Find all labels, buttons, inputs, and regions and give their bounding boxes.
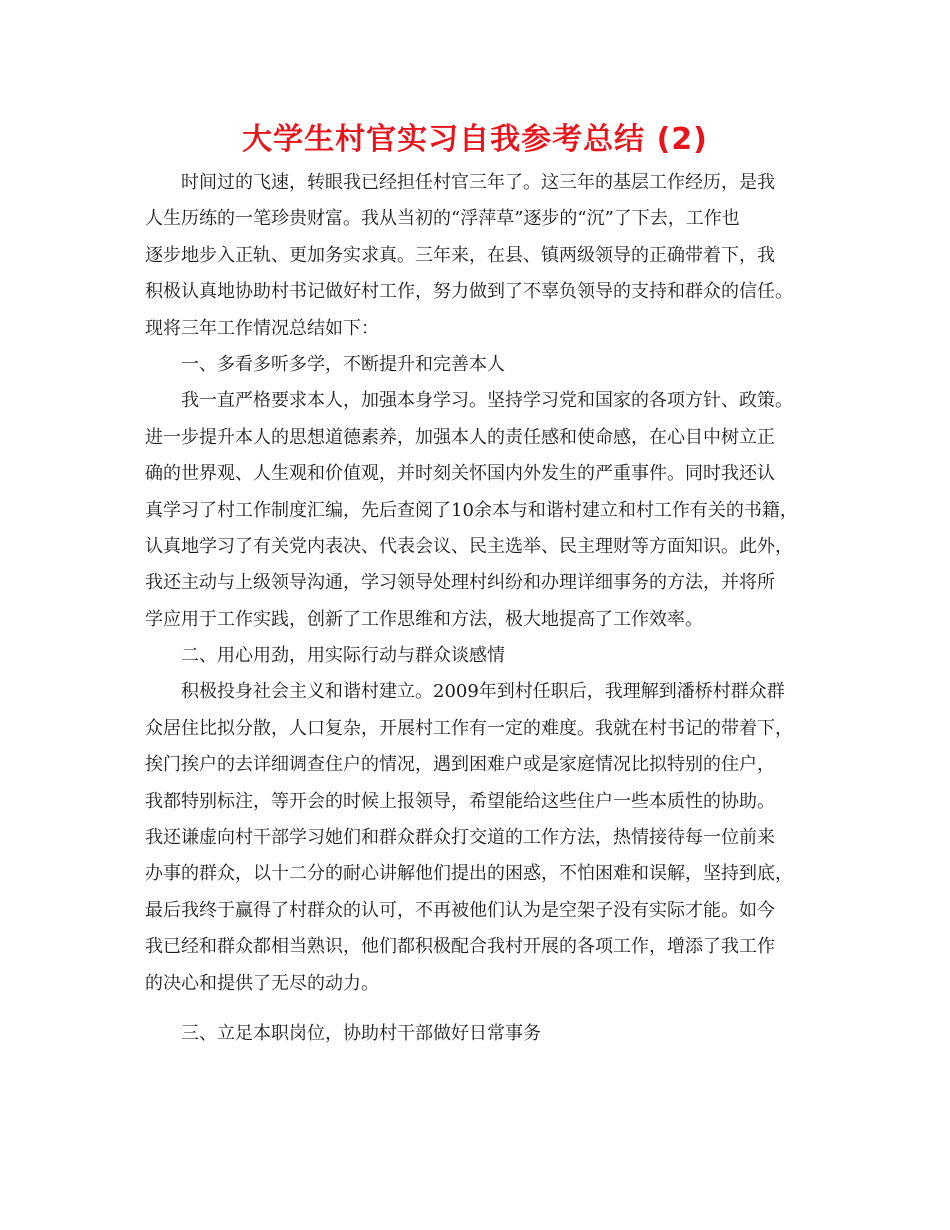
body-line: 现将三年工作情况总结如下： — [145, 317, 379, 339]
body-line: 逐步地步入正轨、更加务实求真。三年来，在县、镇两级领导的正确带着下，我 — [145, 244, 775, 266]
body-line: 学应用于工作实践，创新了工作思维和方法，极大地提高了工作效率。 — [145, 608, 703, 630]
section-heading-1: 一、多看多听多学，不断提升和完善本人 — [181, 353, 505, 375]
body-line: 确的世界观、人生观和价值观，并时刻关怀国内外发生的严重事件。同时我还认 — [145, 463, 775, 485]
body-line: 积极投身社会主义和谐村建立。2009年到村任职后，我理解到潘桥村群众群 — [181, 681, 785, 703]
body-line: 我一直严格要求本人，加强本身学习。坚持学习党和国家的各项方针、政策。 — [181, 390, 793, 412]
body-line: 我已经和群众都相当熟识，他们都积极配合我村开展的各项工作，增添了我工作 — [145, 936, 775, 958]
body-line: 时间过的飞速，转眼我已经担任村官三年了。这三年的基层工作经历，是我 — [181, 172, 775, 193]
body-line: 进一步提升本人的思想道德素养，加强本人的责任感和使命感，在心目中树立正 — [145, 426, 775, 448]
body-line: 众居住比拟分散，人口复杂，开展村工作有一定的难度。我就在村书记的带着下， — [145, 717, 793, 739]
paragraph-gap — [145, 1002, 810, 1016]
section-heading-2: 二、用心用劲，用实际行动与群众谈感情 — [181, 645, 505, 667]
body-line: 我都特别标注，等开会的时候上报领导，希望能给这些住户一些本质性的协助。 — [145, 790, 775, 812]
body-line: 的决心和提供了无尽的动力。 — [145, 972, 379, 994]
body-line: 最后我终于赢得了村群众的认可，不再被他们认为是空架子没有实际才能。如今 — [145, 899, 775, 921]
body-line: 认真地学习了有关党内表决、代表会议、民主选举、民主理财等方面知识。此外， — [145, 535, 793, 557]
body-line: 我还主动与上级领导沟通，学习领导处理村纠纷和办理详细事务的方法，并将所 — [145, 572, 775, 594]
body-line: 办事的群众，以十二分的耐心讲解他们提出的困惑，不怕困难和误解，坚持到底， — [145, 863, 793, 885]
body-line: 我还谦虚向村干部学习她们和群众群众打交道的工作方法，热情接待每一位前来 — [145, 827, 775, 849]
body-line: 人生历练的一笔珍贵财富。我从当初的“浮萍草”逐步的“沉”了下去，工作也 — [145, 208, 740, 230]
document-title: 大学生村官实习自我参考总结 (2) — [242, 122, 708, 157]
section-heading-3: 三、立足本职岗位，协助村干部做好日常事务 — [181, 1022, 541, 1044]
body-line: 挨门挨户的去详细调查住户的情况，遇到困难户或是家庭情况比拟特别的住户， — [145, 754, 775, 776]
document-body — [145, 165, 810, 1052]
body-line: 真学习了村工作制度汇编，先后查阅了10余本与和谐村建立和村工作有关的书籍， — [145, 499, 798, 521]
body-line: 积极认真地协助村书记做好村工作，努力做到了不辜负领导的支持和群众的信任。 — [145, 281, 793, 303]
